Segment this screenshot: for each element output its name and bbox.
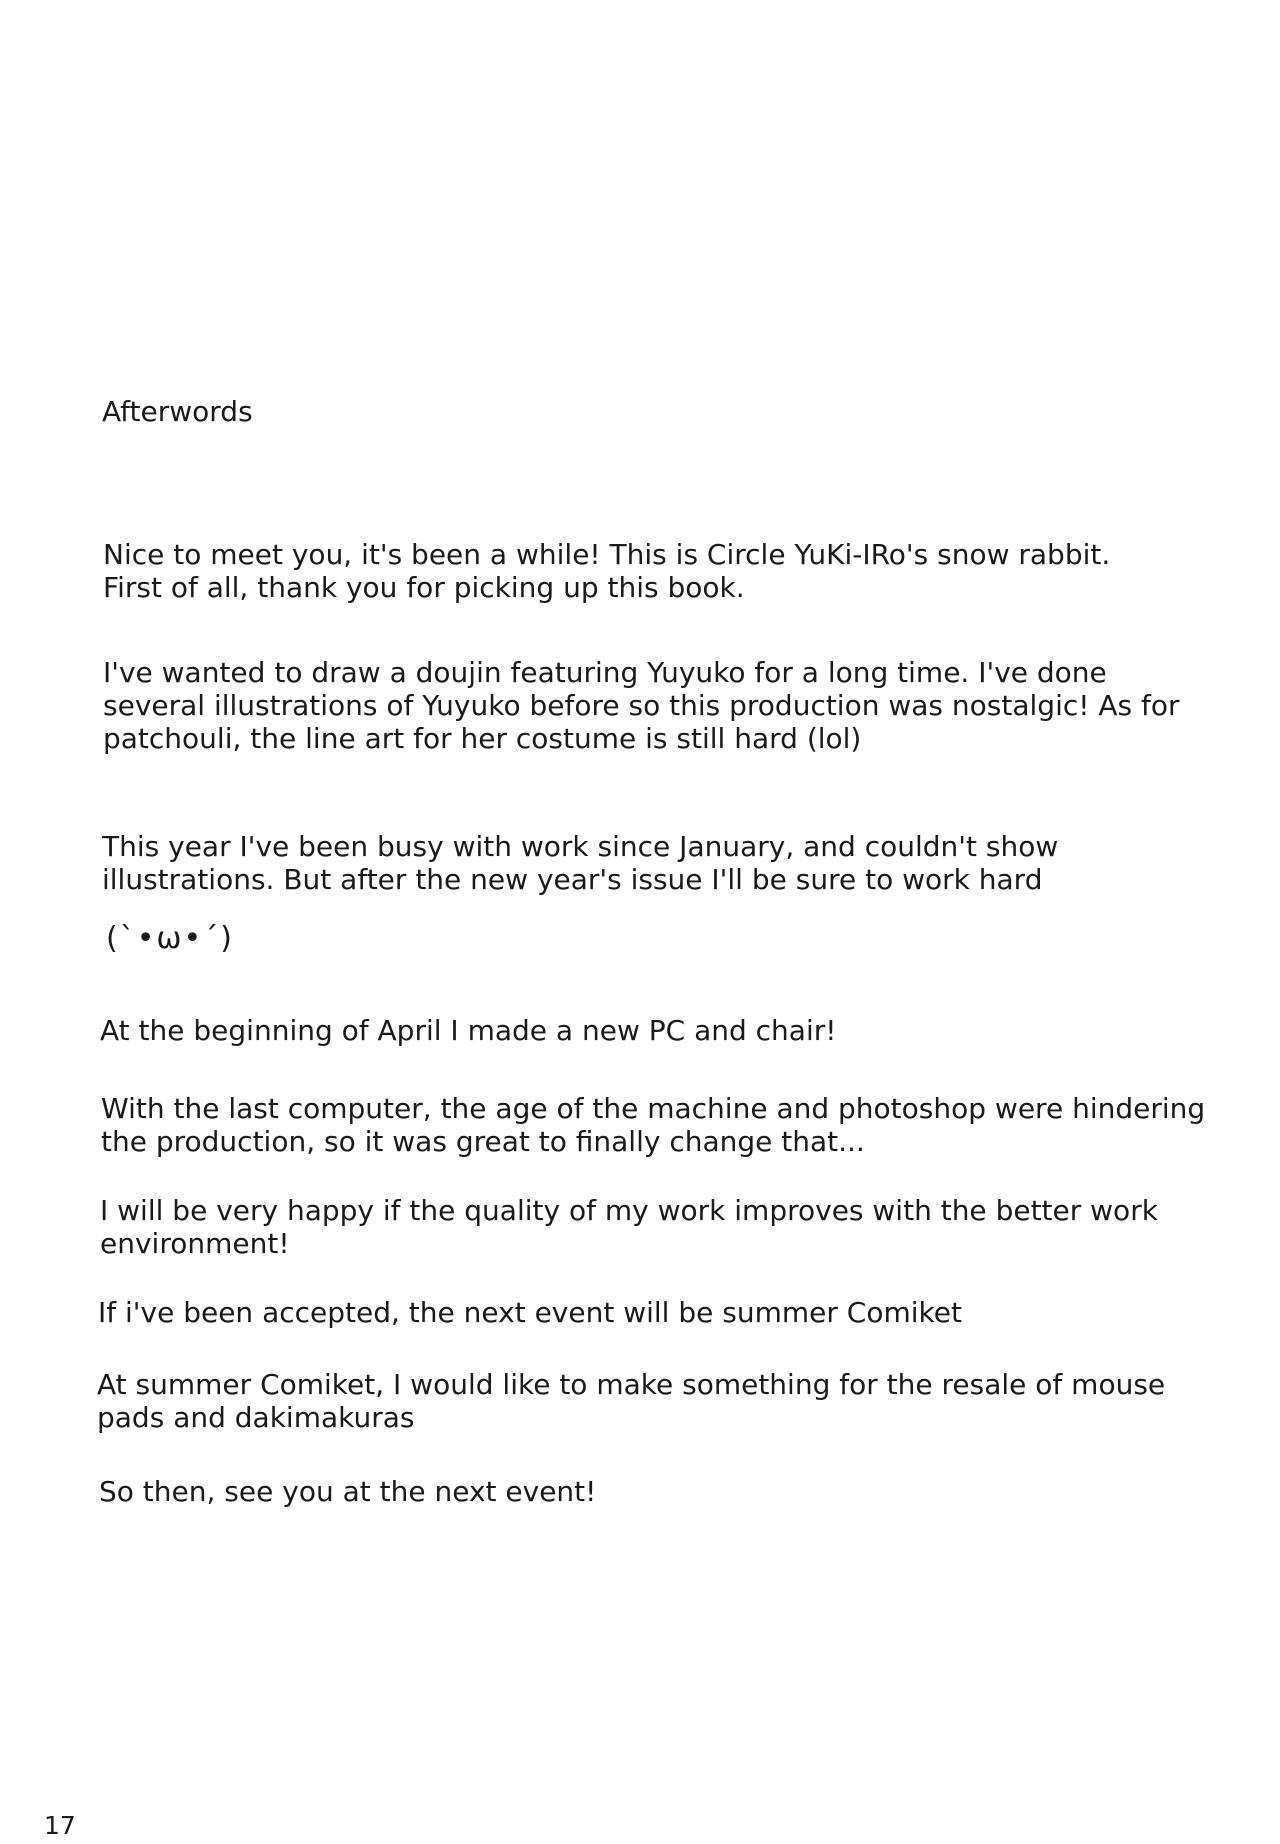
text-line: If i've been accepted, the next event will be summer Comiket [98, 1296, 962, 1329]
paragraph-next-event [98, 1296, 962, 1329]
page-number: 17 [44, 1811, 76, 1840]
text-line: Nice to meet you, it's been a while! This is Circle YuKi-IRo's snow rabbit. [103, 538, 1111, 571]
text-line: This year I've been busy with work since January, and couldn't show [102, 830, 1059, 863]
paragraph-busy-year [102, 830, 1058, 896]
text-line: I will be very happy if the quality of my work improves with the better work [100, 1194, 1158, 1227]
text-line: At the beginning of April I made a new PC and chair! [100, 1014, 837, 1047]
text-line: First of all, thank you for picking up this book. [103, 571, 745, 604]
paragraph-new-pc [100, 1014, 836, 1047]
emoticon [106, 922, 234, 955]
text-line: patchouli, the line art for her costume is still hard (lol) [103, 722, 862, 755]
paragraph-closing [99, 1475, 596, 1508]
page-title: Afterwords [102, 395, 253, 428]
paragraph-work-environment [100, 1194, 1158, 1260]
text-line: (`•ω•´) [106, 921, 234, 956]
paragraph-last-computer [101, 1092, 1205, 1158]
text-line: the production, so it was great to finally change that... [101, 1125, 865, 1158]
text-line: With the last computer, the age of the machine and photoshop were hindering [101, 1092, 1206, 1125]
text-line: pads and dakimakuras [97, 1401, 415, 1434]
paragraph-greeting [103, 538, 1110, 604]
text-line: I've wanted to draw a doujin featuring Yuyuko for a long time. I've done [103, 656, 1107, 689]
text-line: So then, see you at the next event! [99, 1475, 597, 1508]
text-line: At summer Comiket, I would like to make something for the resale of mouse [97, 1368, 1166, 1401]
text-line: several illustrations of Yuyuko before so this production was nostalgic! As for [103, 689, 1180, 722]
paragraph-yuyuko [103, 656, 1180, 755]
text-line: environment! [100, 1227, 290, 1260]
text-line: illustrations. But after the new year's issue I'll be sure to work hard [102, 863, 1043, 896]
paragraph-summer-comiket [97, 1368, 1165, 1434]
